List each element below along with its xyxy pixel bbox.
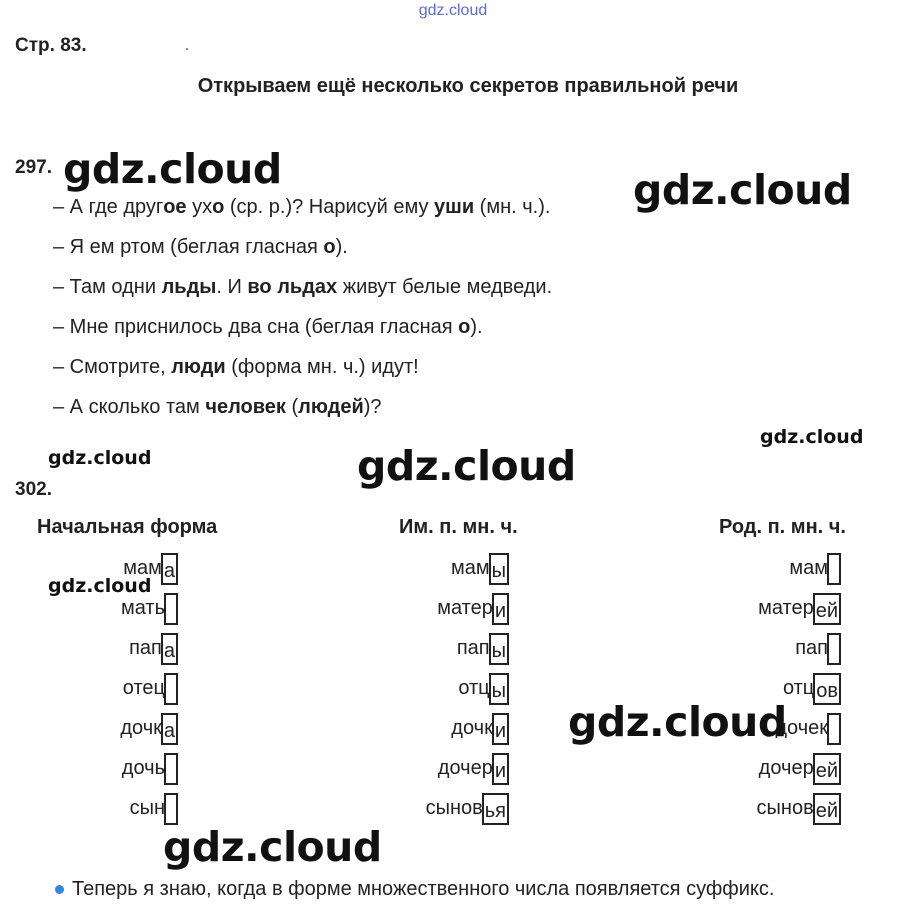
word-cell bbox=[130, 793, 178, 825]
ending-box: ы bbox=[489, 673, 509, 705]
word-cell bbox=[121, 593, 178, 625]
word-cell bbox=[438, 753, 509, 785]
dialogue-line bbox=[53, 196, 550, 219]
word-stem: сынов bbox=[425, 797, 483, 820]
ending-box: и bbox=[492, 753, 509, 785]
bold-run: о bbox=[212, 196, 225, 218]
footer-note bbox=[55, 878, 774, 901]
ending-box: ей bbox=[813, 793, 841, 825]
word-stem: дочек bbox=[775, 717, 828, 740]
column-header-initial: Начальная форма bbox=[37, 516, 218, 538]
text-run: (форма мн. ч.) идут! bbox=[225, 356, 419, 378]
watermark: gdz.cloud bbox=[357, 442, 576, 490]
word-cell bbox=[457, 633, 509, 665]
ending-box: ы bbox=[489, 633, 509, 665]
page-label: Стр. 83. bbox=[15, 35, 87, 56]
dialogue-line bbox=[53, 356, 419, 379]
word-cell bbox=[451, 713, 509, 745]
text-run: – Мне приснилось два сна (беглая гласная bbox=[53, 316, 459, 338]
bold-run: уши bbox=[434, 196, 475, 218]
ending-box bbox=[164, 753, 178, 785]
text-run: – Я ем ртом (беглая гласная bbox=[53, 236, 324, 258]
word-stem: пап bbox=[129, 637, 162, 660]
word-cell bbox=[426, 793, 509, 825]
word-stem: дочь bbox=[121, 757, 165, 780]
word-cell bbox=[123, 673, 178, 705]
ending-box: ы bbox=[489, 553, 509, 585]
word-stem: отц bbox=[782, 677, 815, 700]
ending-box bbox=[164, 593, 178, 625]
ending-box: ей bbox=[813, 593, 841, 625]
bold-run: люди bbox=[171, 356, 226, 378]
bold-run: во льдах bbox=[247, 276, 338, 298]
bullet-icon bbox=[55, 885, 64, 894]
word-stem: сын bbox=[129, 797, 165, 820]
word-stem: отц bbox=[458, 677, 490, 700]
word-stem: дочер bbox=[758, 757, 814, 780]
word-cell bbox=[129, 633, 178, 665]
word-stem: матер bbox=[758, 597, 814, 620]
ending-box: а bbox=[161, 553, 178, 585]
ending-box: и bbox=[492, 713, 509, 745]
watermark: gdz.cloud bbox=[63, 145, 282, 193]
word-cell bbox=[437, 593, 509, 625]
text-run: ( bbox=[285, 396, 299, 418]
bold-run: ое bbox=[163, 196, 187, 218]
footer-text: Теперь я знаю, когда в форме множественного числа появляется суффикс. bbox=[72, 878, 775, 900]
ending-box: а bbox=[161, 633, 178, 665]
ending-box bbox=[827, 553, 841, 585]
watermark: gdz.cloud bbox=[163, 823, 382, 871]
ending-box bbox=[164, 793, 178, 825]
word-stem: сынов bbox=[756, 797, 814, 820]
column-header-nominative-plural: Им. п. мн. ч. bbox=[399, 516, 518, 538]
word-cell bbox=[458, 673, 509, 705]
word-cell bbox=[789, 553, 841, 585]
watermark: gdz.cloud bbox=[48, 575, 152, 597]
section-heading: Открываем ещё несколько секретов правильной речи bbox=[197, 75, 739, 97]
word-stem: дочк bbox=[451, 717, 493, 740]
ending-box: ов bbox=[813, 673, 841, 705]
bold-run: льды bbox=[161, 276, 217, 298]
word-cell bbox=[757, 793, 841, 825]
exercise-302-number: 302. bbox=[15, 479, 52, 500]
watermark: gdz.cloud bbox=[48, 447, 152, 469]
word-stem: пап bbox=[795, 637, 828, 660]
ending-box: а bbox=[161, 713, 178, 745]
bold-run: людей bbox=[298, 396, 364, 418]
text-run: . И bbox=[216, 276, 248, 298]
word-stem: дочк bbox=[120, 717, 162, 740]
word-cell bbox=[451, 553, 509, 585]
text-run: )? bbox=[363, 396, 382, 418]
word-stem: мам bbox=[451, 557, 490, 580]
word-cell bbox=[122, 753, 178, 785]
word-cell bbox=[759, 753, 841, 785]
bold-run: человек bbox=[205, 396, 286, 418]
text-run: ). bbox=[335, 236, 348, 258]
word-cell bbox=[783, 673, 841, 705]
word-cell bbox=[120, 713, 178, 745]
dialogue-line bbox=[53, 236, 348, 259]
ending-box bbox=[164, 673, 178, 705]
watermark: gdz.cloud bbox=[633, 166, 852, 214]
word-stem: дочер bbox=[437, 757, 493, 780]
column-header-genitive-plural: Род. п. мн. ч. bbox=[719, 516, 846, 538]
bold-run: о bbox=[458, 316, 471, 338]
word-stem: отец bbox=[122, 677, 165, 700]
dialogue-line bbox=[53, 276, 552, 299]
word-stem: матер bbox=[437, 597, 493, 620]
dot-mark bbox=[186, 48, 188, 50]
ending-box bbox=[827, 633, 841, 665]
text-run: ух bbox=[186, 196, 213, 218]
ending-box bbox=[827, 713, 841, 745]
dialogue-line bbox=[53, 396, 382, 419]
bold-run: о bbox=[323, 236, 336, 258]
text-run: (мн. ч.). bbox=[474, 196, 551, 218]
text-run: живут белые медведи. bbox=[337, 276, 553, 298]
dialogue-line bbox=[53, 316, 483, 339]
ending-box: и bbox=[492, 593, 509, 625]
text-run: – А сколько там bbox=[53, 396, 206, 418]
word-stem: мать bbox=[120, 597, 165, 620]
text-run: – Смотрите, bbox=[53, 356, 172, 378]
text-run: – Там одни bbox=[53, 276, 162, 298]
word-cell bbox=[795, 633, 841, 665]
word-stem: мам bbox=[123, 557, 162, 580]
text-run: – А где друг bbox=[53, 196, 164, 218]
watermark-top: gdz.cloud bbox=[418, 2, 488, 19]
text-run: (ср. р.)? Нарисуй ему bbox=[224, 196, 435, 218]
watermark: gdz.cloud bbox=[760, 426, 864, 448]
watermark: gdz.cloud bbox=[568, 698, 787, 746]
text-run: ). bbox=[470, 316, 483, 338]
ending-box: ей bbox=[813, 753, 841, 785]
exercise-297-number: 297. bbox=[15, 157, 52, 178]
word-stem: мам bbox=[789, 557, 828, 580]
word-stem: пап bbox=[456, 637, 490, 660]
word-cell bbox=[758, 593, 841, 625]
ending-box: ья bbox=[482, 793, 509, 825]
